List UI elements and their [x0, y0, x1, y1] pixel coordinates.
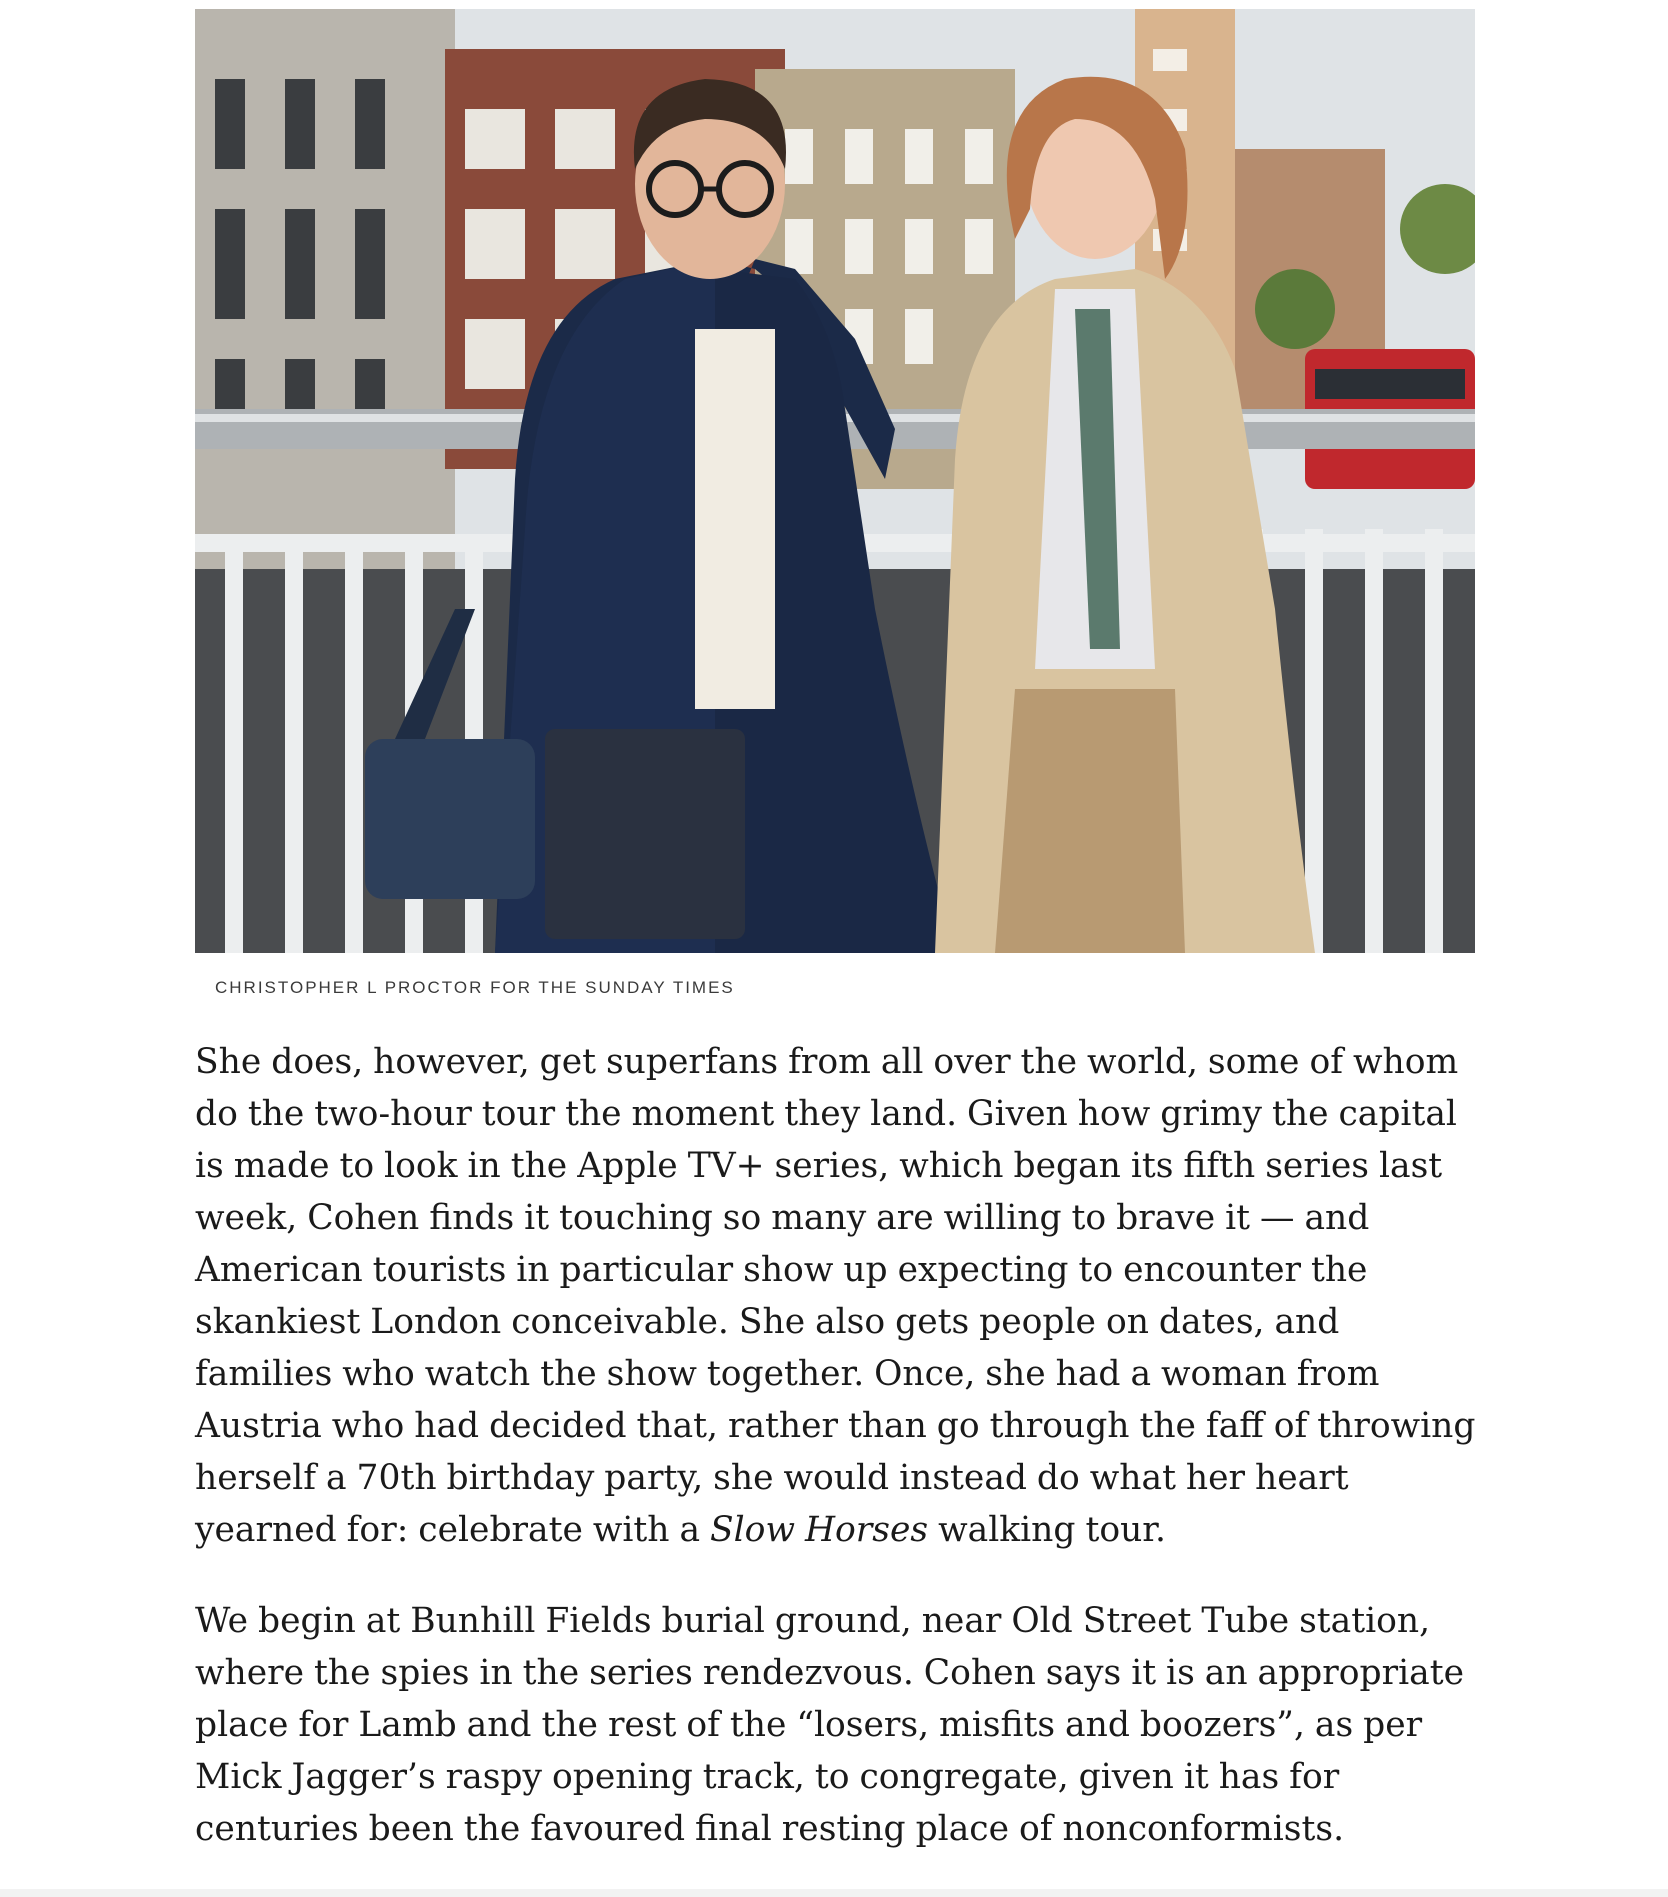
article-paragraph-1: [195, 1036, 1485, 1556]
photo-image: [195, 9, 1475, 953]
page-footer-divider: [0, 1889, 1668, 1897]
article-photo: [195, 9, 1475, 953]
paragraph-1-text-end: walking tour.: [928, 1510, 1166, 1550]
photo-credit: CHRISTOPHER L PROCTOR FOR THE SUNDAY TIMES: [215, 978, 735, 997]
article-paragraph-2: We begin at Bunhill Fields burial ground, near Old Street Tube station, where the spies in the series rendezvous. Cohen says it is an appropriate place for Lamb and the rest of the “losers, misfits and boozers”, as per Mick Jagger’s raspy opening track, to congregate, given it has for centuries been the favoured final resting place of nonconformists.: [195, 1601, 1464, 1849]
show-title-emphasis: Slow Horses: [710, 1510, 929, 1550]
paragraph-1-text: She does, however, get superfans from all over the world, some of whom do the two-hour tour the moment they land. Given how grimy the capital is made to look in the Apple TV+ series, which began its fifth series last week, Cohen finds it touching so many are willing to brave it — and American tourists in particular show up expecting to encounter the skankiest London conceivable. She also gets people on dates, and families who watch the show together. Once, she had a woman from Austria who had decided that, rather than go through the faff of throwing herself a 70th birthday party, she would instead do what her heart yearned for: celebrate with a: [195, 1042, 1476, 1550]
